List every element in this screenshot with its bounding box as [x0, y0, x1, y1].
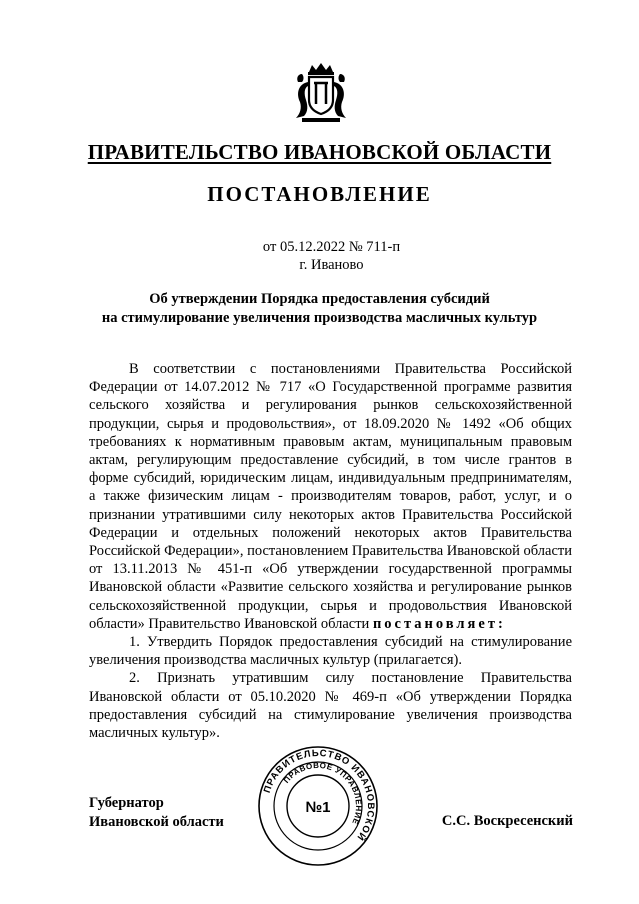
document-date-number: от 05.12.2022 № 711-п	[262, 239, 401, 255]
government-title: ПРАВИТЕЛЬСТВО ИВАНОВСКОЙ ОБЛАСТИ	[87, 140, 552, 164]
subject-line-2: на стимулирование увеличения производства масличных культур	[101, 310, 538, 326]
preamble-text: В соответствии с постановлениями Правительства Российской Федерации от 14.07.2012 № 717 «О Государственной программе развития сельского хозяйства и регулирования рынков сельскохозяйственной продукции, сырья и продовольствия», от 18.09.2020 № 1492 «Об общих требованиях к нормативным правовым актам, муниципальным правовым актам, регулирующим предоставление субсидий, в том числе грантов в форме субсидий, юридическим лицам, индивидуальным предпринимателям, а также физическим лицам - производителям товаров, работ, услуг, и о признании утратившими силу некоторых актов Правительства Российской Федерации и отдельных положений некоторых актов Правительства Российской Федерации», постановлением Правительства Ивановской области от 13.11.2013 № 451-п «Об утверждении государственной программы Ивановской области «Развитие сельского хозяйства и регулирование рынков сельскохозяйственной продукции, сырья и продовольствия Ивановской области» Правительство Ивановской области	[89, 361, 572, 632]
legal-department-stamp	[256, 744, 380, 868]
signatory-position-line-2: Ивановской области	[89, 814, 224, 830]
stamp-inner-text: ПРАВОВОЕ УПРАВЛЕНИЕ	[281, 760, 364, 827]
signatory-position	[89, 794, 224, 832]
coat-of-arms-emblem	[292, 62, 350, 124]
stamp-outer-text: ПРАВИТЕЛЬСТВО ИВАНОВСКОЙ	[261, 747, 377, 843]
stamp-number: №1	[305, 799, 331, 816]
document-body	[89, 360, 572, 742]
decree-word: постановляет:	[372, 615, 506, 632]
document-type-heading: ПОСТАНОВЛЕНИЕ	[207, 182, 432, 206]
signatory-name: С.С. Воскресенский	[441, 813, 573, 829]
document-subject	[0, 290, 639, 328]
document-city: г. Иваново	[299, 257, 364, 273]
item-1-paragraph: 1. Утвердить Порядок предоставления субсидий на стимулирование увеличения производства масличных культур (прилагается).	[89, 634, 572, 669]
signatory-position-line-1: Губернатор	[89, 795, 164, 811]
subject-line-1: Об утверждении Порядка предоставления субсидий	[149, 291, 490, 307]
preamble-paragraph	[89, 360, 572, 633]
item-2-paragraph: 2. Признать утратившим силу постановление Правительства Ивановской области от 05.10.2020 № 469-п «Об утверждении Порядка предоставления субсидий на стимулирование увеличения производства масличных культур».	[89, 670, 572, 742]
